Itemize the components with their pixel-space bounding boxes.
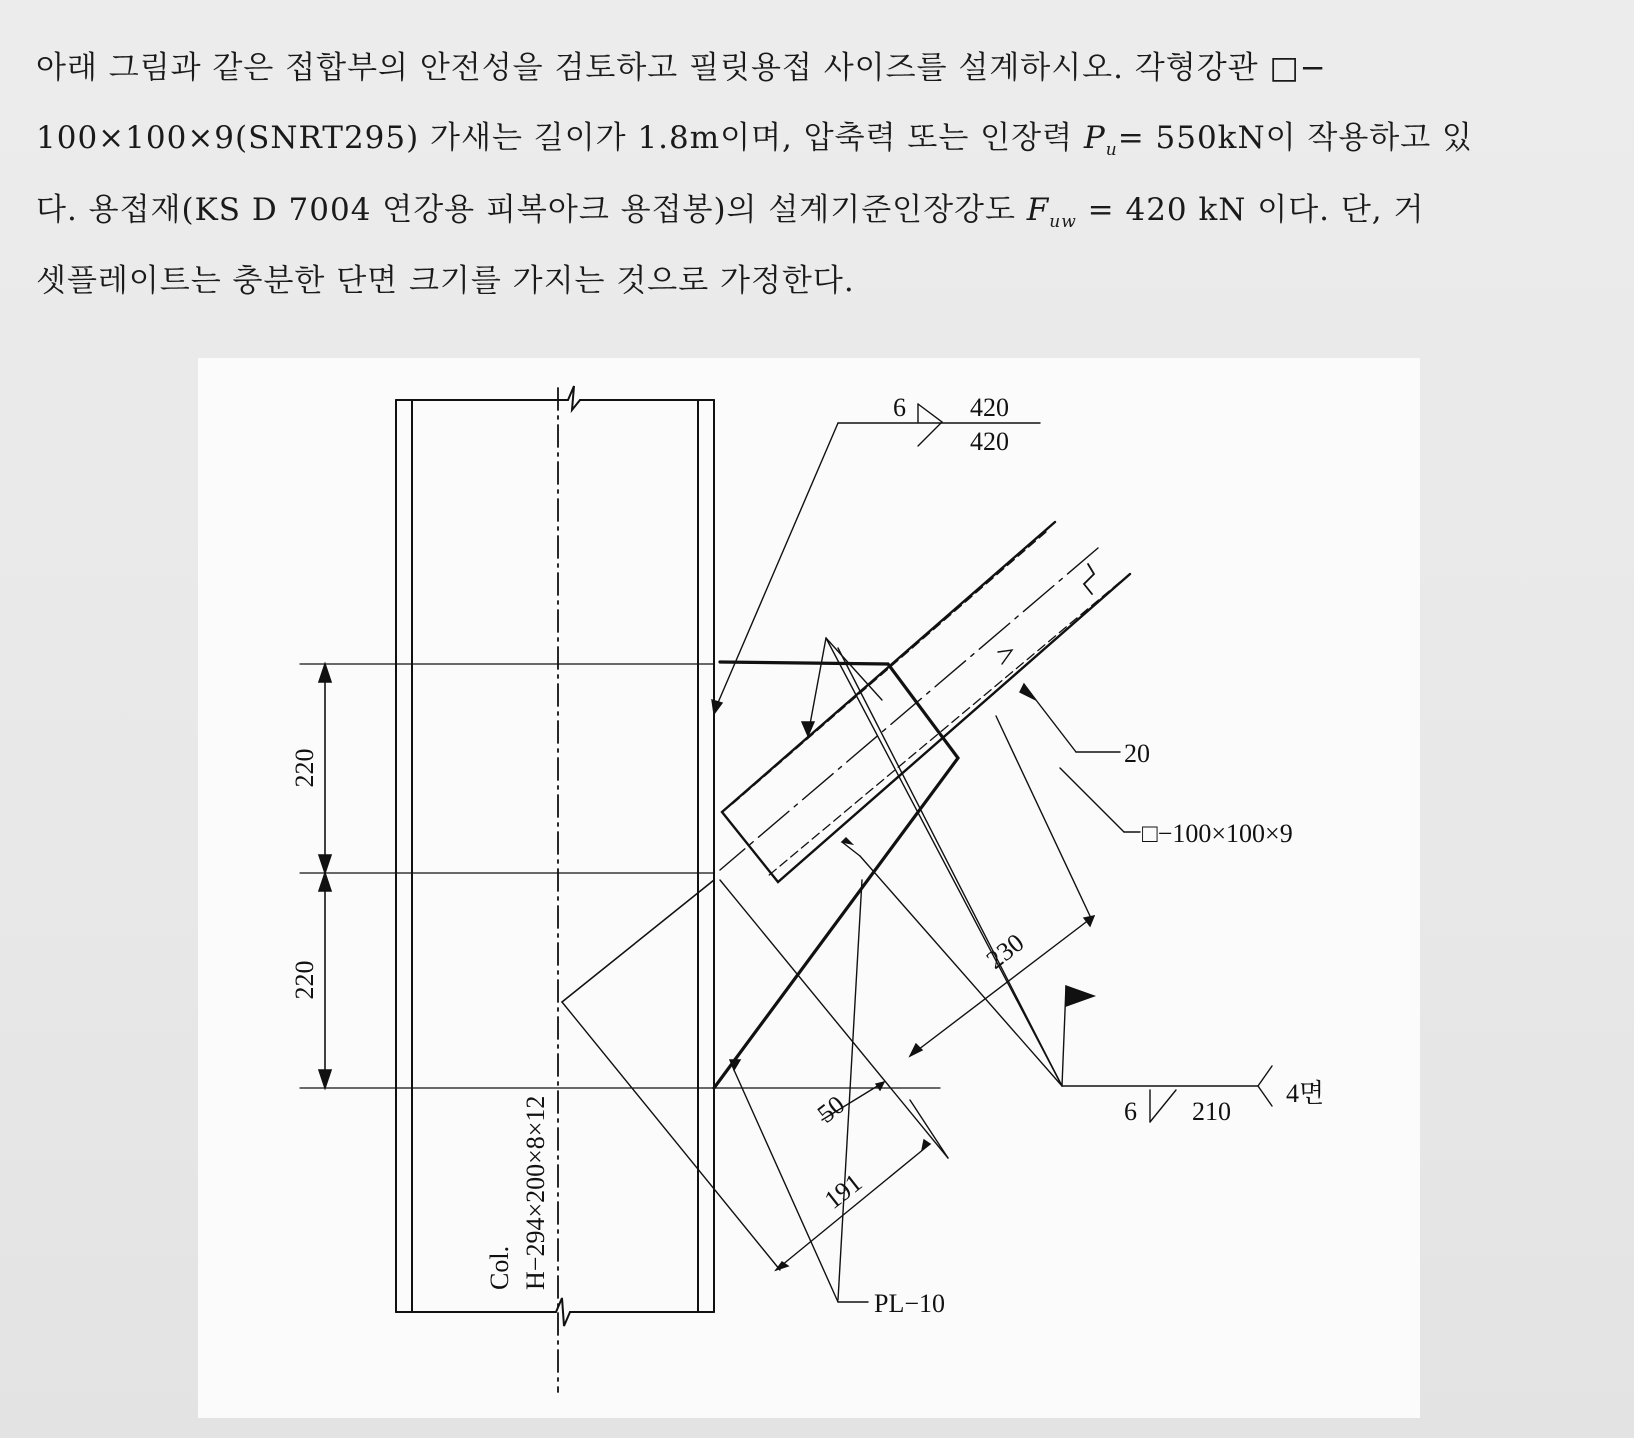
pu-subscript: u (1105, 140, 1118, 161)
dim-220-upper: 220 (290, 748, 319, 788)
problem-line-3-post: = 420 kN 이다. 단, 거 (1076, 192, 1425, 228)
dim-50-label: 50 (811, 1089, 851, 1129)
fuw-symbol: F (1026, 192, 1050, 228)
top-weld-size: 6 (893, 393, 906, 422)
vertical-dimension (319, 664, 331, 1088)
bottom-weld-symbol (1062, 986, 1272, 1122)
column-label-col: Col. (485, 1245, 514, 1290)
bottom-weld-length: 210 (1192, 1097, 1231, 1126)
problem-line-3-pre: 다. 용접재(KS D 7004 연강용 피복아크 용접봉)의 설계기준인장강도 (36, 192, 1027, 228)
problem-line-2-post: = 550kN이 작용하고 있 (1117, 120, 1473, 156)
fuw-subscript: uw (1049, 212, 1077, 233)
gusset-plate (562, 662, 958, 1270)
column-break-top (568, 386, 580, 410)
problem-line-4: 셋플레이트는 충분한 단면 크기를 가지는 것으로 가정한다. (36, 263, 855, 299)
column-flanges (396, 400, 714, 1312)
annotation-leaders (720, 638, 1140, 1302)
top-weld-length-upper: 420 (970, 393, 1009, 422)
column-label-section: H−294×200×8×12 (521, 1095, 550, 1290)
bottom-weld-size: 6 (1124, 1097, 1137, 1126)
top-weld-length-lower: 420 (970, 427, 1009, 456)
bottom-weld-tail: 4면 (1286, 1079, 1325, 1108)
problem-line-1: 아래 그림과 같은 접합부의 안전성을 검토하고 필릿용접 사이즈를 설계하시오. 각형강관 □− (36, 50, 1327, 86)
dim-20-label: 20 (1124, 739, 1150, 768)
tube-brace (720, 522, 1130, 882)
problem-line-2-pre: 100×100×9(SNRT295) 가새는 길이가 1.8m이며, 압축력 또는 인장력 (36, 120, 1084, 156)
plate-label: PL−10 (874, 1289, 946, 1318)
dim-230-label: 230 (980, 927, 1030, 975)
dim-191-label: 191 (818, 1167, 868, 1215)
dim-220-lower: 220 (290, 960, 319, 1000)
tube-section-label: □−100×100×9 (1142, 819, 1293, 848)
pu-symbol: P (1083, 120, 1106, 156)
